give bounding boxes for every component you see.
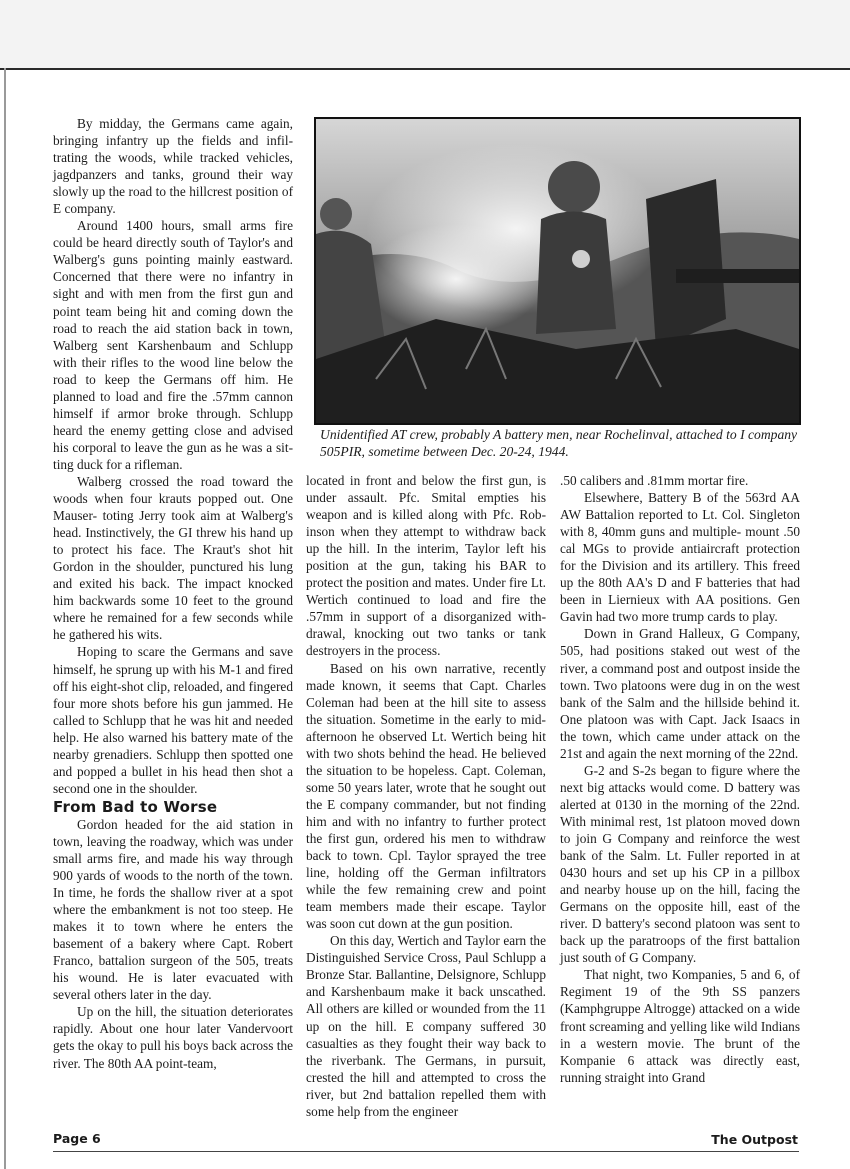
section-heading: From Bad to Worse bbox=[53, 797, 218, 816]
paragraph: By midday, the Germans came again, bringing infantry up the fields and infiltrating the woods, while tracked vehicles, jagdpanzers and tanks, ground their way slowly up the road to the hillcrest position of E company. bbox=[53, 116, 293, 217]
paragraph: G-2 and S-2s began to figure where the next big attacks would come. D battery was alerted at 0130 in the morning of the 22nd. With minimal rest, 1st platoon moved down to join G Company and reinforce the west bank of the Salm. Lt. Fuller reported in at 0430 hours and set up his CP in a pillbox and nearby house up on the hill, facing the Germans on the opposite hill, east of the river. D battery's second platoon was sent to back up the paratroops of the first battalion just south of G Company. bbox=[560, 762, 800, 966]
paragraph: Gordon headed for the aid station in town, leaving the roadway, which was under small arms fire, and made his way through 900 yards of woods to the north of the town. In time, he fords the shallow river at a spot where the embankment is not too steep. He makes it to town where he enters the basement of a bakery where Capt. Robert Franco, battalion surgeon of the 505, treats his wound. He is later evacuated with several others later in the day. bbox=[53, 816, 293, 1003]
paragraph: Based on his own narrative, recently made known, it seems that Capt. Charles Coleman had been at the hill site to assess the situation. Sometime in the early to mid-afternoon he observed Lt. Wertich being hit with two shots behind the head. He believed the situation to be hopeless. Capt. Coleman, some 50 years later, wrote that he sought out the E company commander, but not finding him and with no infantry to further protect the first gun, ordered his men to withdraw back to town. Cpl. Taylor sprayed the tree line, holding off the German infiltrators while the few remaining crew and point team members made their escape. Taylor was soon cut down at the gun position. bbox=[306, 660, 546, 932]
paragraph: Up on the hill, the situation deteriorates rapidly. About one hour later Vandervoort gets the okay to pull his boys back across the river. The 80th AA point-team, bbox=[53, 1004, 293, 1071]
scan-edge-line bbox=[0, 68, 850, 70]
paragraph: .50 calibers and .81mm mortar fire. bbox=[560, 473, 749, 488]
paragraph: That night, two Kompanies, 5 and 6, of Regiment 19 of the 9th SS panzers (Kamphgruppe Altrogge) attacked on a wide front screaming and yelling like wild Indians in a western movie. The brunt of the Kompanie 6 attack was directly east, running straight into Grand bbox=[560, 967, 800, 1085]
page-number: Page 6 bbox=[53, 1131, 101, 1146]
article-column-3 bbox=[560, 472, 800, 1086]
photo-at-crew bbox=[314, 117, 801, 425]
paragraph: Elsewhere, Battery B of the 563rd AA AW Battalion reported to Lt. Col. Singleton with 8, 40mm guns and multiple- mount .50 cal MGs to provide antiaircraft protection for the Division and its artillery. This freed up the 80th AA's D and F batteries that had been in Liernieux with AA positions. Gen Gavin had two more trump cards to play. bbox=[560, 490, 800, 625]
paragraph: Hoping to scare the Germans and save himself, he sprung up with his M-1 and fired off his eight-shot clip, reloaded, and fingered four more shots before his gun jammed. He called to Schlupp that he was hit and needed help. He also warned his battery mate of the nearby grenadiers. Schlupp then spotted one and popped a bullet in his head then shot a second one in the shoulder. bbox=[53, 644, 293, 796]
publication-name: The Outpost bbox=[711, 1132, 798, 1147]
paragraph: Walberg crossed the road toward the woods when four krauts popped out. One Mauser- toting Jerry took aim at Walberg's head. Instinctively, the GI threw his hand up to protect his face. The Kraut's shot hit Gordon in the shoulder, punctured his lung and exited his back. The impact knocked him backwards some 10 feet to the ground where he remained for a few seconds while he gathered his wits. bbox=[53, 473, 293, 643]
scan-top-margin bbox=[0, 0, 850, 68]
article-column-2 bbox=[306, 472, 546, 1120]
scan-left-edge bbox=[4, 68, 6, 1169]
paragraph: located in front and below the first gun, is under assault. Pfc. Smital empties his weapon and is killed along with Pfc. Robinson when they attempt to withdraw back up the hill. In the interim, Taylor left his position at the gun, taking his BAR to protect the position and mates. Under fire Lt. Wertich continued to load and fire the .57mm in support of a disorganized withdrawal, knocking out two tanks or tank destroyers in the process. bbox=[306, 473, 546, 659]
article-column-1 bbox=[53, 115, 293, 1072]
footer-rule bbox=[53, 1151, 799, 1152]
paragraph: Around 1400 hours, small arms fire could be heard directly south of Taylor's and Walberg's guns pointing mainly eastward. Concerned that there were no infantry in sight and with men from the first gun and point team being hit and coming down the road to reach the aid station back in town, Walberg sent Karshenbaum and Schlupp with their rifles to the wood line below the road to keep the Germans off him. He planned to load and fire the .57mm cannon himself if armor broke through. Schlupp heard the enemy getting close and advised his corporal to leave the gun as he was a sitting duck for a rifleman. bbox=[53, 218, 293, 472]
paragraph: Down in Grand Halleux, G Company, 505, had positions staked out west of the river, a command post and outpost inside the town. Two platoons were dug in on the west bank of the Salm and the hillside behind it. One platoon was with Capt. Jack Isaacs in the town, which came under attack on the 21st and again the next morning of the 22nd. bbox=[560, 626, 800, 761]
photo-caption: Unidentified AT crew, probably A battery men, near Rochelinval, attached to I company 505PIR, sometime between Dec. 20-24, 1944. bbox=[320, 427, 798, 459]
paragraph: On this day, Wertich and Taylor earn the Distinguished Service Cross, Paul Schlupp a Bronze Star. Ballantine, Delsignore, Schlupp and Karshenbaum make it back unscathed. All others are killed or wounded from the 11 up on the hill. E company suffered 30 casualties as they fought their way back to the riverbank. The Germans, in pursuit, crested the hill and attempted to cross the river, but 2nd battalion repelled them with some help from the engineer bbox=[306, 933, 546, 1119]
